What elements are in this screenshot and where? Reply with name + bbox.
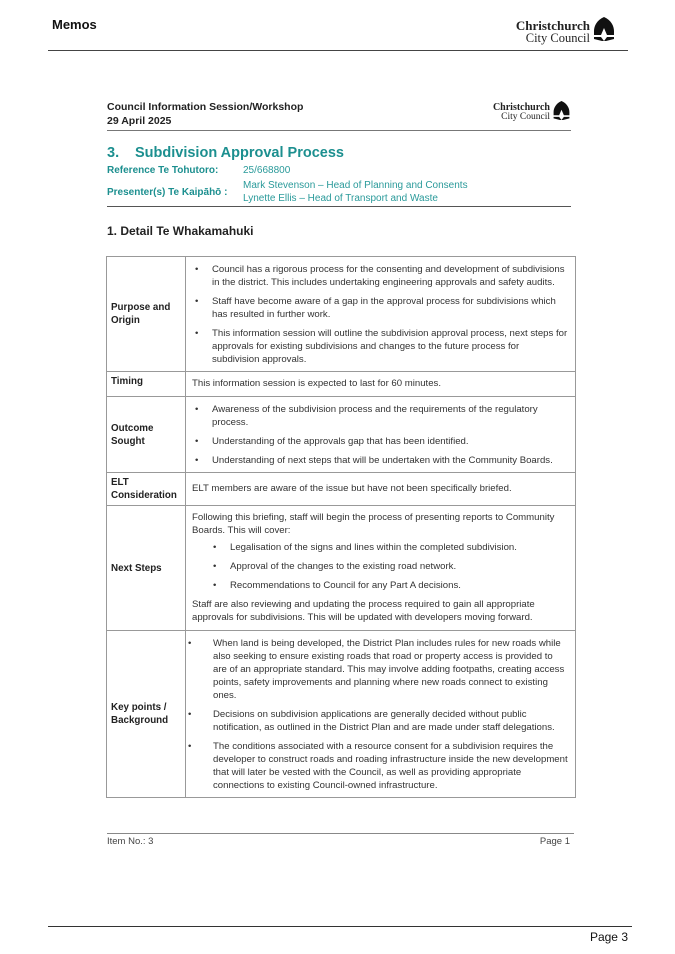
row-next-steps	[107, 506, 576, 631]
list-item: • This information session will outline the subdivision approval process, next steps for approvals for existing subdivisions and changes to the future process for subdivision approvals.	[192, 327, 569, 366]
meta-table	[107, 163, 571, 207]
list-item: • Legalisation of the signs and lines within the completed subdivision.	[192, 541, 569, 554]
memo-page-number: Page 1	[539, 836, 570, 847]
row-outro: Staff are also reviewing and updating the process required to gain all appropriate approvals for subdivisions. This will be updated with developers moving forward.	[192, 599, 535, 623]
list-item: • Staff have become aware of a gap in the approval process for subdivisions which has resulted in further work.	[192, 295, 569, 321]
row-purpose	[107, 257, 576, 372]
row-text: This information session is expected to last for 60 minutes.	[192, 378, 442, 389]
row-key-points	[107, 631, 576, 798]
memo-footer	[107, 833, 574, 847]
council-logo	[516, 16, 616, 47]
reference-row	[107, 163, 571, 178]
row-outcome	[107, 397, 576, 473]
memo-page	[107, 96, 571, 798]
row-label: Purpose and Origin	[107, 257, 186, 372]
page-title: Memos	[52, 17, 97, 32]
row-label: Key points / Background	[107, 631, 186, 798]
list-item: • When land is being developed, the District Plan includes rules for new roads while also seeking to ensure existing roads that road or property access is provided to are of an appropriate standard. This may involve adding footpaths, creating access points, safety improvements and planning where new roads connect to existing ones.	[192, 637, 569, 702]
list-item: • Recommendations to Council for any Part A decisions.	[192, 579, 569, 592]
row-label: Next Steps	[107, 506, 186, 631]
list-item: • Awareness of the subdivision process and the requirements of the regulatory process.	[192, 403, 569, 429]
list-item: • Understanding of next steps that will be undertaken with the Community Boards.	[192, 454, 569, 467]
logo-line1: Christchurch	[515, 17, 590, 33]
page-number: Page 3	[589, 930, 628, 944]
memo-header	[107, 96, 571, 131]
cathedral-logo-icon	[592, 16, 616, 47]
item-number: Item No.: 3	[107, 836, 154, 847]
list-item: • Council has a rigorous process for the consenting and development of subdivisions in the district. This includes undertaking engineering approvals and safety audits.	[192, 263, 569, 289]
detail-table	[106, 256, 576, 798]
reference-value: 25/668800	[243, 165, 291, 176]
row-label: ELT Consideration	[107, 473, 186, 506]
memo-cathedral-logo-icon	[552, 100, 571, 126]
row-label: Outcome Sought	[107, 397, 186, 473]
row-elt	[107, 473, 576, 506]
memo-council-logo	[493, 100, 571, 126]
memo-header-date: 29 April 2025	[107, 115, 172, 127]
presenters-row	[107, 178, 571, 207]
presenter-2: Lynette Ellis – Head of Transport and Waste	[243, 193, 438, 204]
memo-logo-line1: Christchurch	[492, 102, 550, 114]
reference-label: Reference Te Tohutoro:	[107, 165, 219, 176]
row-text: ELT members are aware of the issue but have not been specifically briefed.	[192, 483, 512, 494]
logo-line2: City Council	[525, 30, 590, 45]
section-number: 3.	[107, 145, 120, 161]
presenters-label: Presenter(s) Te Kaipāhō :	[107, 186, 228, 198]
memo-logo-line2: City Council	[501, 112, 550, 123]
row-intro: Following this briefing, staff will begin the process of presenting reports to Community Boards. This will cover:	[192, 512, 555, 536]
section-title	[107, 145, 571, 161]
list-item: • Approval of the changes to the existing road network.	[192, 560, 569, 573]
list-item: • The conditions associated with a resource consent for a subdivision requires the developer to construct roads and roading infrastructure inside the new development that will later be vested with the Council, as well as providing appropriate connections to existing Council-owned infrastructure.	[192, 740, 569, 792]
page-footer	[48, 926, 632, 944]
section-title-text: Subdivision Approval Process	[135, 145, 344, 161]
list-item: • Understanding of the approvals gap that has been identified.	[192, 435, 569, 448]
detail-heading: 1. Detail Te Whakamahuki	[107, 224, 254, 238]
memo-header-title: Council Information Session/Workshop	[107, 101, 304, 113]
page-header	[48, 0, 628, 51]
list-item: • Decisions on subdivision applications are generally decided without public notification, as outlined in the District Plan and are made under staff delegations.	[192, 708, 569, 734]
presenter-1: Mark Stevenson – Head of Planning and Consents	[243, 180, 468, 191]
row-timing	[107, 372, 576, 397]
row-label: Timing	[107, 372, 186, 397]
